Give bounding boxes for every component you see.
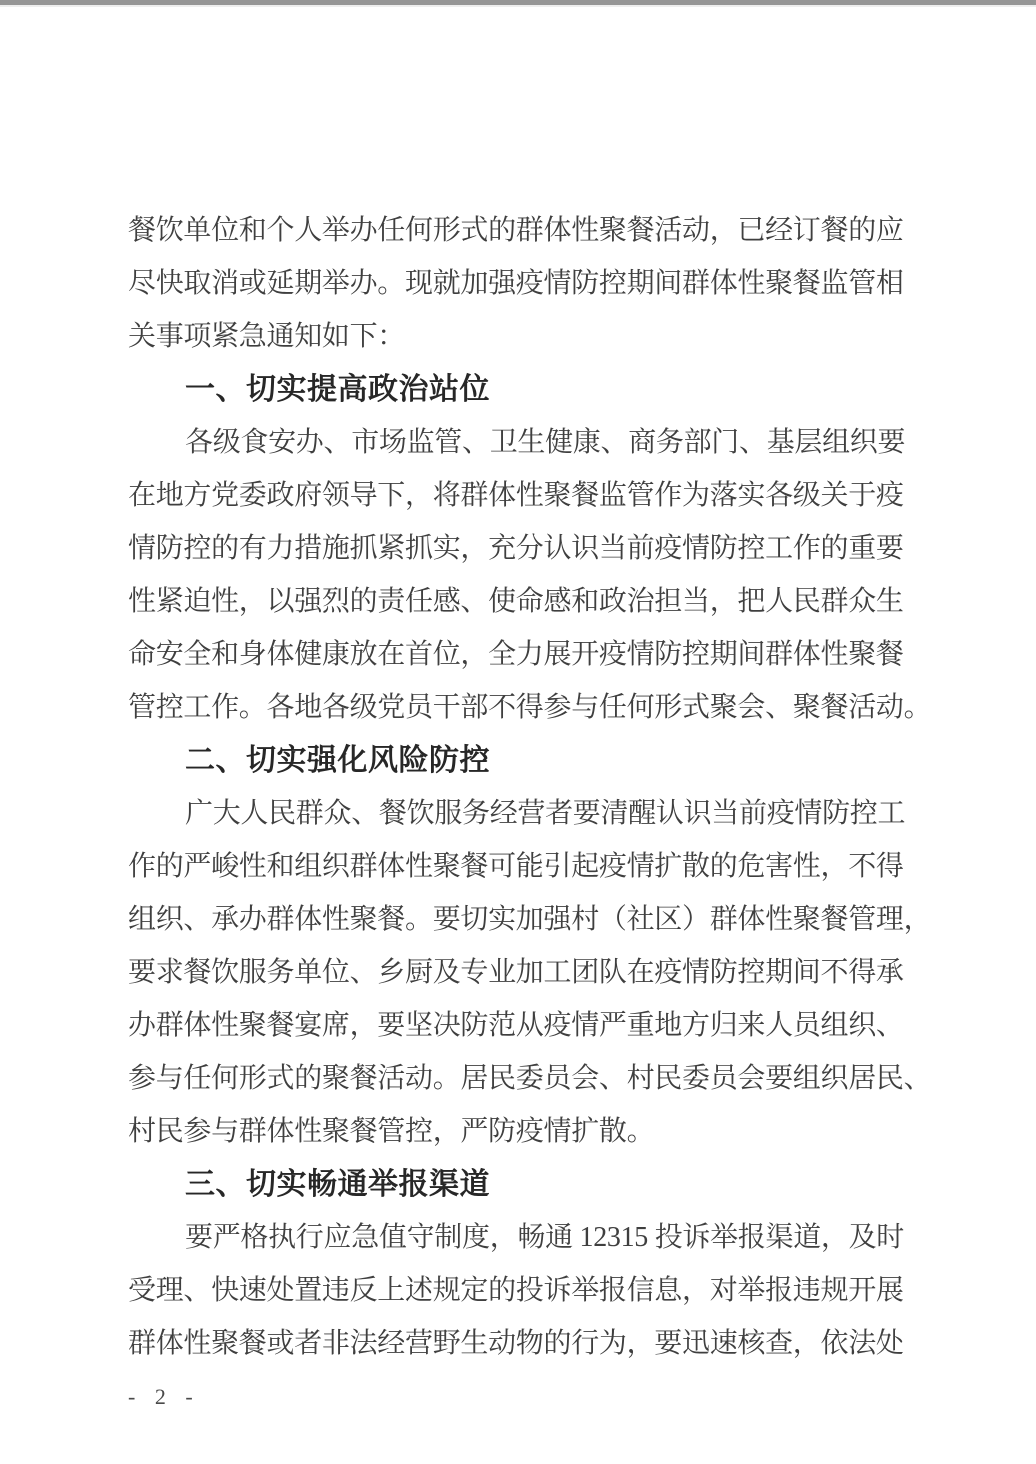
section-3-text-line: 要严格执行应急值守制度，畅通 12315 投诉举报渠道，及时 [185,1222,905,1253]
section-2-text-line: 办群体性聚餐宴席，要坚决防范从疫情严重地方归来人员组织、 [128,1010,904,1041]
section-1-text-line: 性紧迫性，以强烈的责任感、使命感和政治担当，把人民群众生 [128,586,904,617]
section-2-text-line: 作的严峻性和组织群体性聚餐可能引起疫情扩散的危害性，不得 [128,851,904,882]
intro-text-line: 尽快取消或延期举办。现就加强疫情防控期间群体性聚餐监管相 [128,268,904,299]
section-1-text-line: 各级食安办、市场监管、卫生健康、商务部门、基层组织要 [185,427,906,458]
section-heading-2: 二、切实强化风险防控 [185,744,490,777]
section-2-text-line: 参与任何形式的聚餐活动。居民委员会、村民委员会要组织居民、 [128,1063,932,1094]
scan-top-edge [0,0,1036,7]
page-number: - 2 - [128,1384,200,1409]
section-3-text-line: 群体性聚餐或者非法经营野生动物的行为，要迅速核查，依法处 [128,1328,904,1359]
section-2-text-line: 要求餐饮服务单位、乡厨及专业加工团队在疫情防控期间不得承 [128,957,904,988]
section-2-text-line: 组织、承办群体性聚餐。要切实加强村（社区）群体性聚餐管理， [128,904,932,935]
section-1-text-line: 在地方党委政府领导下，将群体性聚餐监管作为落实各级关于疫 [128,480,904,511]
document-content [128,204,932,1370]
section-3-text-line: 受理、快速处置违反上述规定的投诉举报信息，对举报违规开展 [128,1275,904,1306]
section-1-text-line: 命安全和身体健康放在首位，全力展开疫情防控期间群体性聚餐 [128,639,904,670]
section-heading-3: 三、切实畅通举报渠道 [185,1168,490,1201]
intro-text-line: 餐饮单位和个人举办任何形式的群体性聚餐活动，已经订餐的应 [128,215,904,246]
section-2-text-line: 广大人民群众、餐饮服务经营者要清醒认识当前疫情防控工 [185,798,906,829]
intro-text-line: 关事项紧急通知如下： [128,321,406,352]
section-1-text-line: 情防控的有力措施抓紧抓实，充分认识当前疫情防控工作的重要 [128,533,904,564]
section-heading-1: 一、切实提高政治站位 [185,373,490,406]
section-2-text-line: 村民参与群体性聚餐管控，严防疫情扩散。 [128,1116,655,1147]
section-1-text-line: 管控工作。各地各级党员干部不得参与任何形式聚会、聚餐活动。 [128,692,932,723]
